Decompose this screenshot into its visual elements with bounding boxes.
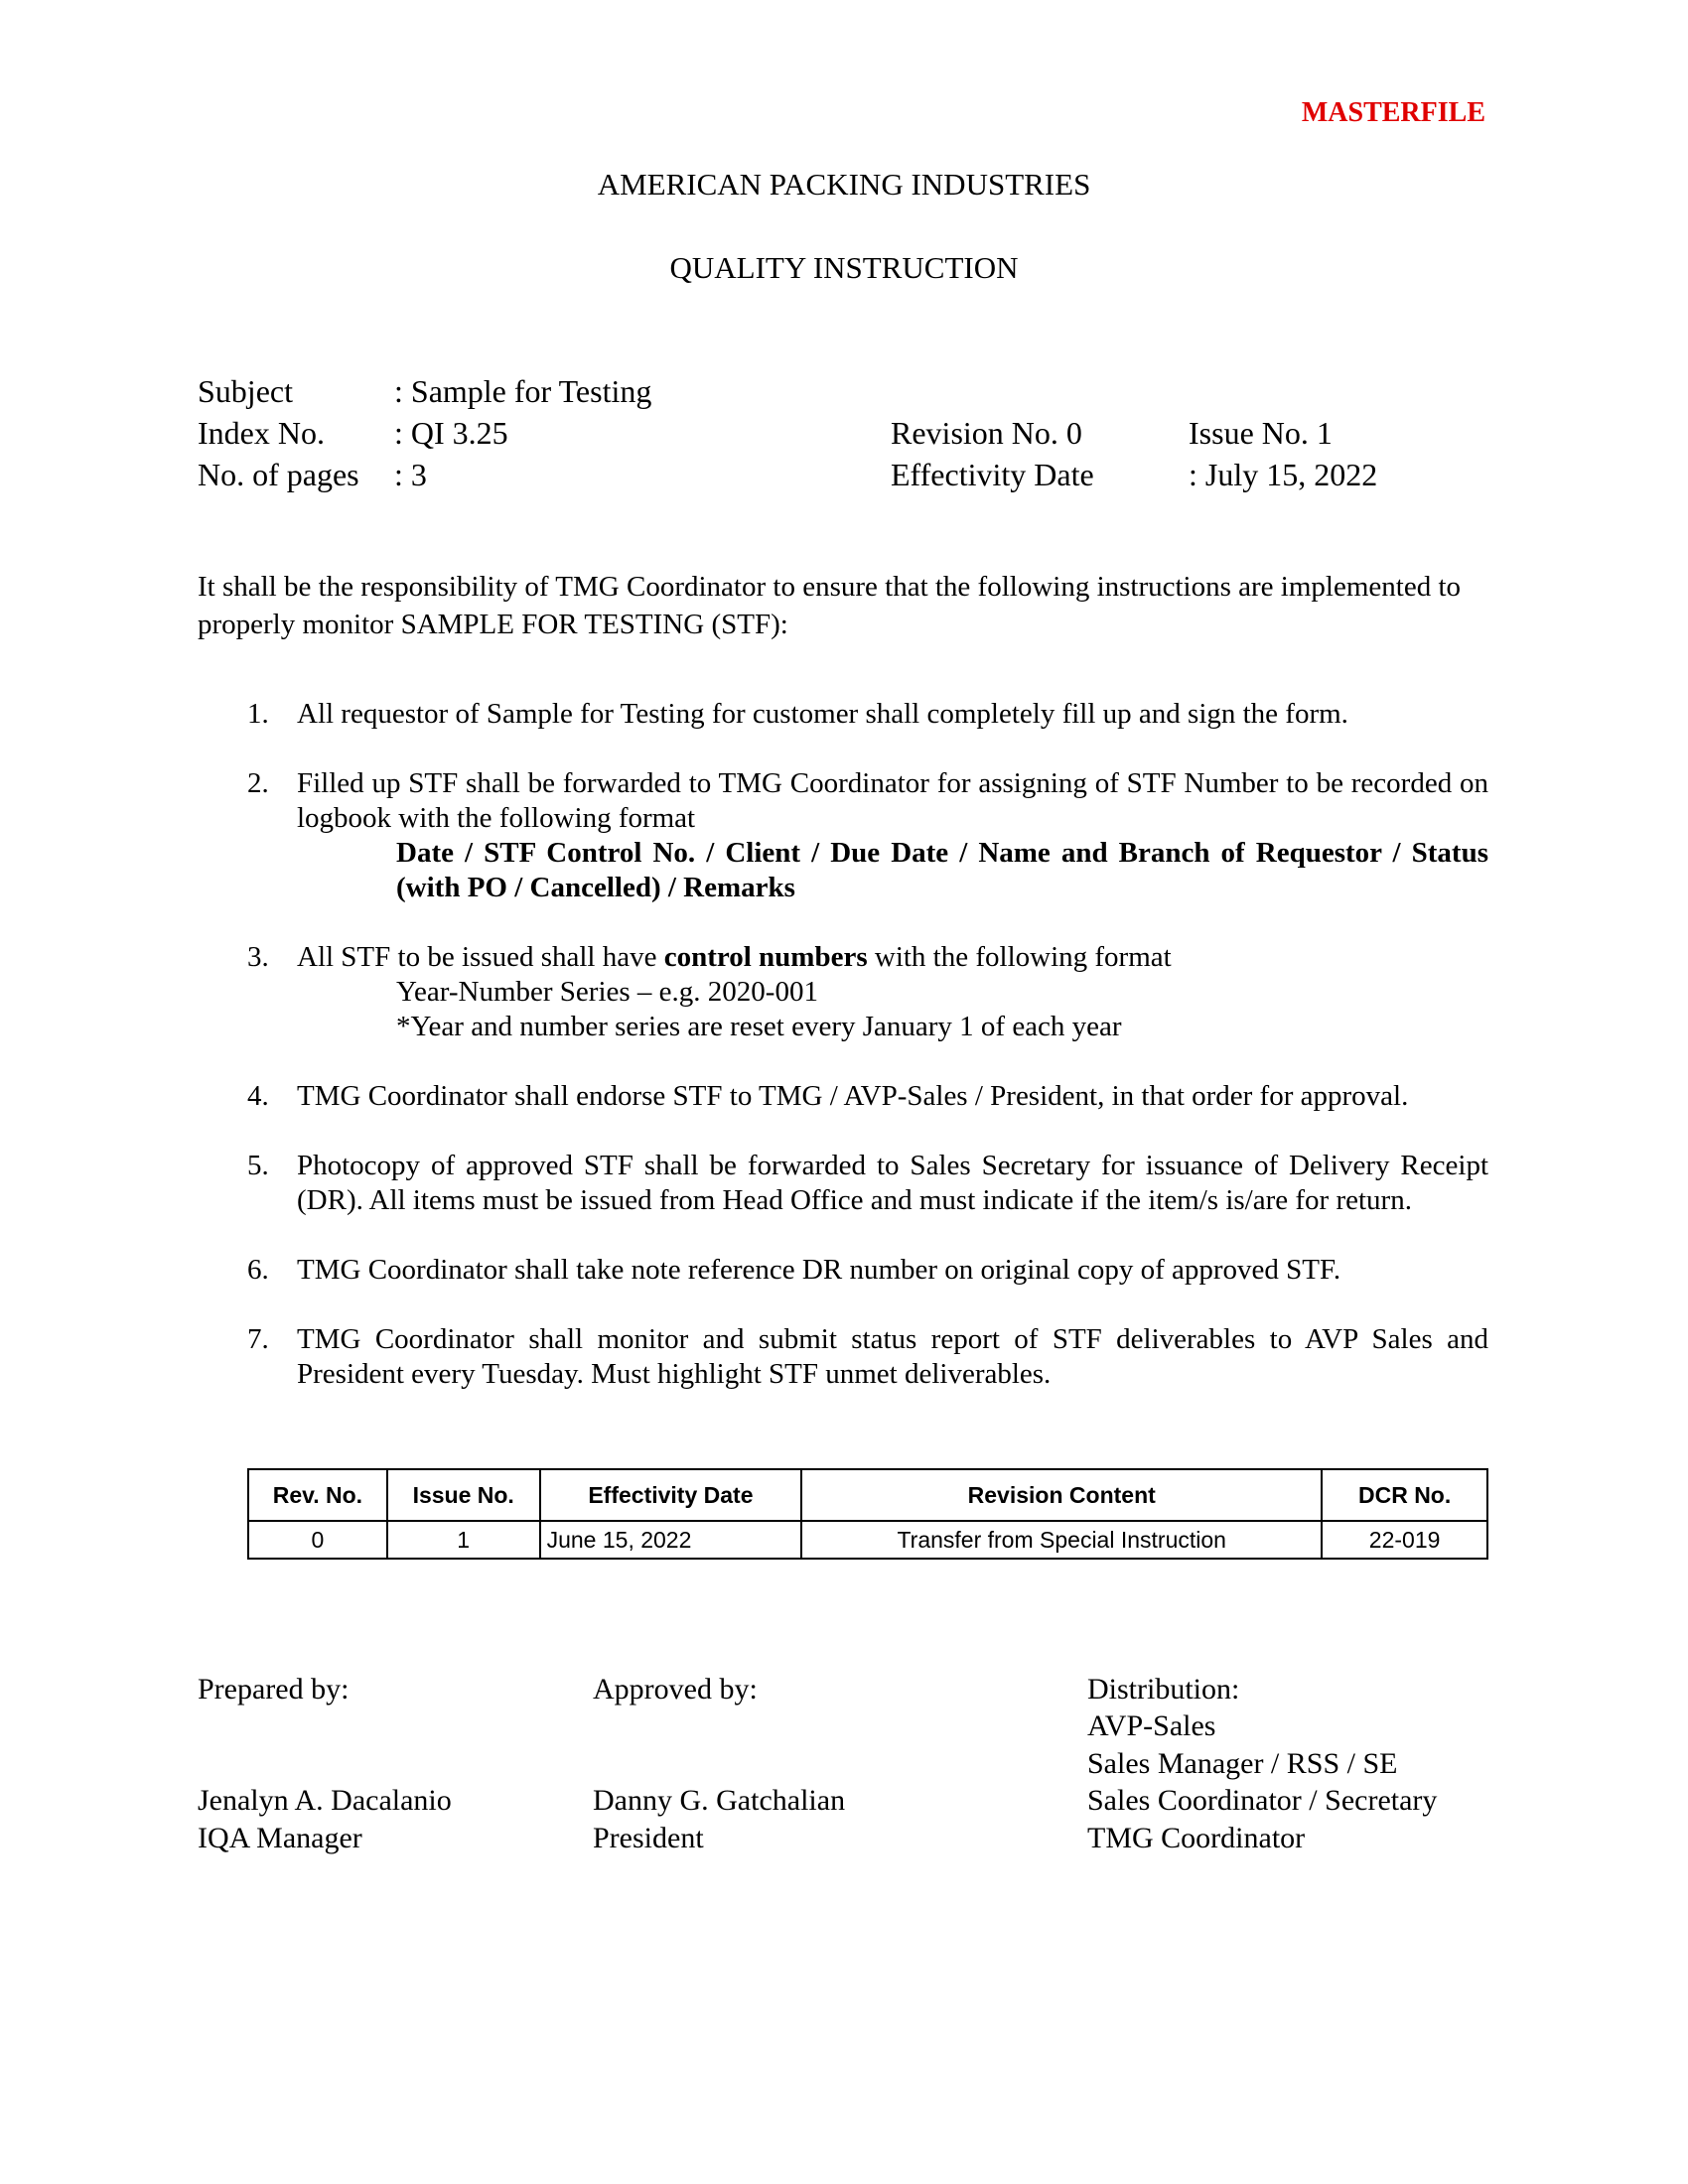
document-type: QUALITY INSTRUCTION (669, 250, 1019, 285)
approved-by-name: Danny G. Gatchalian (593, 1784, 846, 1817)
effectivity-value: : July 15, 2022 (1189, 457, 1378, 492)
list-item (198, 1079, 1488, 1114)
distribution-item: AVP-Sales (1087, 1709, 1216, 1742)
table-row (248, 1521, 1487, 1559)
item-text-bold: control numbers (663, 941, 868, 973)
header-revision-content: Revision Content (801, 1469, 1322, 1521)
item-number: 5. (247, 1150, 269, 1181)
item-text: All requestor of Sample for Testing for customer shall completely fill up and sign the form. (297, 698, 1348, 730)
item-text: TMG Coordinator shall endorse STF to TMG / AVP-Sales / President, in that order for approval. (297, 1080, 1409, 1112)
pages-label: No. of pages (198, 457, 359, 492)
item-text: All STF to be issued shall have (297, 941, 664, 973)
item-text: with the following format (867, 941, 1172, 973)
company-name: AMERICAN PACKING INDUSTRIES (597, 167, 1091, 202)
list-item (198, 1149, 1488, 1218)
distribution-label: Distribution: (1087, 1673, 1240, 1706)
item-number: 3. (247, 941, 269, 973)
control-number-format: Year-Number Series – e.g. 2020-001 (396, 976, 818, 1008)
cell-dcr-no: 22-019 (1322, 1521, 1487, 1559)
item-text: Photocopy of approved STF shall be forwarded to Sales Secretary for issuance of Delivery Receipt (DR). All items must be issued from Head Office and must indicate if the item/s is/are for return. (297, 1150, 1488, 1216)
item-number: 7. (247, 1323, 269, 1355)
reset-note: *Year and number series are reset every January 1 of each year (396, 1011, 1122, 1042)
issue-no: Issue No. 1 (1189, 415, 1333, 451)
table-header-row (248, 1469, 1487, 1521)
header-rev-no: Rev. No. (248, 1469, 387, 1521)
approved-by-title: President (593, 1822, 704, 1854)
item-text: Filled up STF shall be forwarded to TMG Coordinator for assigning of STF Number to be recorded on logbook with the following format (297, 767, 1488, 834)
revision-table (247, 1468, 1488, 1560)
cell-rev-no: 0 (248, 1521, 387, 1559)
subject-value: : Sample for Testing (394, 373, 652, 409)
item-number: 6. (247, 1254, 269, 1286)
header-dcr-no: DCR No. (1322, 1469, 1487, 1521)
logbook-format: Date / STF Control No. / Client / Due Date / Name and Branch of Requestor / Status (with PO / Cancelled) / Remarks (396, 837, 1488, 903)
distribution-item: Sales Coordinator / Secretary (1087, 1784, 1438, 1817)
prepared-by-title: IQA Manager (198, 1822, 362, 1854)
cell-effectivity-date: June 15, 2022 (540, 1521, 802, 1559)
pages-value: : 3 (394, 457, 427, 492)
item-text: TMG Coordinator shall take note reference DR number on original copy of approved STF. (297, 1254, 1341, 1286)
index-value: : QI 3.25 (394, 415, 508, 451)
instruction-list (198, 697, 1488, 1427)
index-label: Index No. (198, 415, 325, 451)
list-item (198, 940, 1488, 1044)
list-item (198, 1322, 1488, 1392)
header-issue-no: Issue No. (387, 1469, 540, 1521)
effectivity-label: Effectivity Date (891, 457, 1094, 492)
item-number: 2. (247, 767, 269, 799)
item-number: 1. (247, 698, 269, 730)
intro-paragraph: It shall be the responsibility of TMG Coordinator to ensure that the following instructions are implemented to properly monitor SAMPLE FOR TESTING (STF): (198, 571, 1462, 640)
cell-issue-no: 1 (387, 1521, 540, 1559)
revision-no: Revision No. 0 (891, 415, 1082, 451)
approved-by-label: Approved by: (593, 1673, 758, 1706)
subject-label: Subject (198, 373, 293, 409)
distribution-item: Sales Manager / RSS / SE (1087, 1747, 1398, 1780)
list-item (198, 697, 1488, 732)
item-number: 4. (247, 1080, 269, 1112)
header-effectivity-date: Effectivity Date (540, 1469, 802, 1521)
list-item (198, 766, 1488, 905)
masterfile-stamp: MASTERFILE (1301, 97, 1485, 128)
prepared-by-label: Prepared by: (198, 1673, 350, 1706)
item-text: TMG Coordinator shall monitor and submit status report of STF deliverables to AVP Sales and President every Tuesday. Must highlight STF unmet deliverables. (297, 1323, 1488, 1390)
list-item (198, 1253, 1488, 1288)
distribution-item: TMG Coordinator (1087, 1822, 1306, 1854)
cell-revision-content: Transfer from Special Instruction (801, 1521, 1322, 1559)
prepared-by-name: Jenalyn A. Dacalanio (198, 1784, 452, 1817)
